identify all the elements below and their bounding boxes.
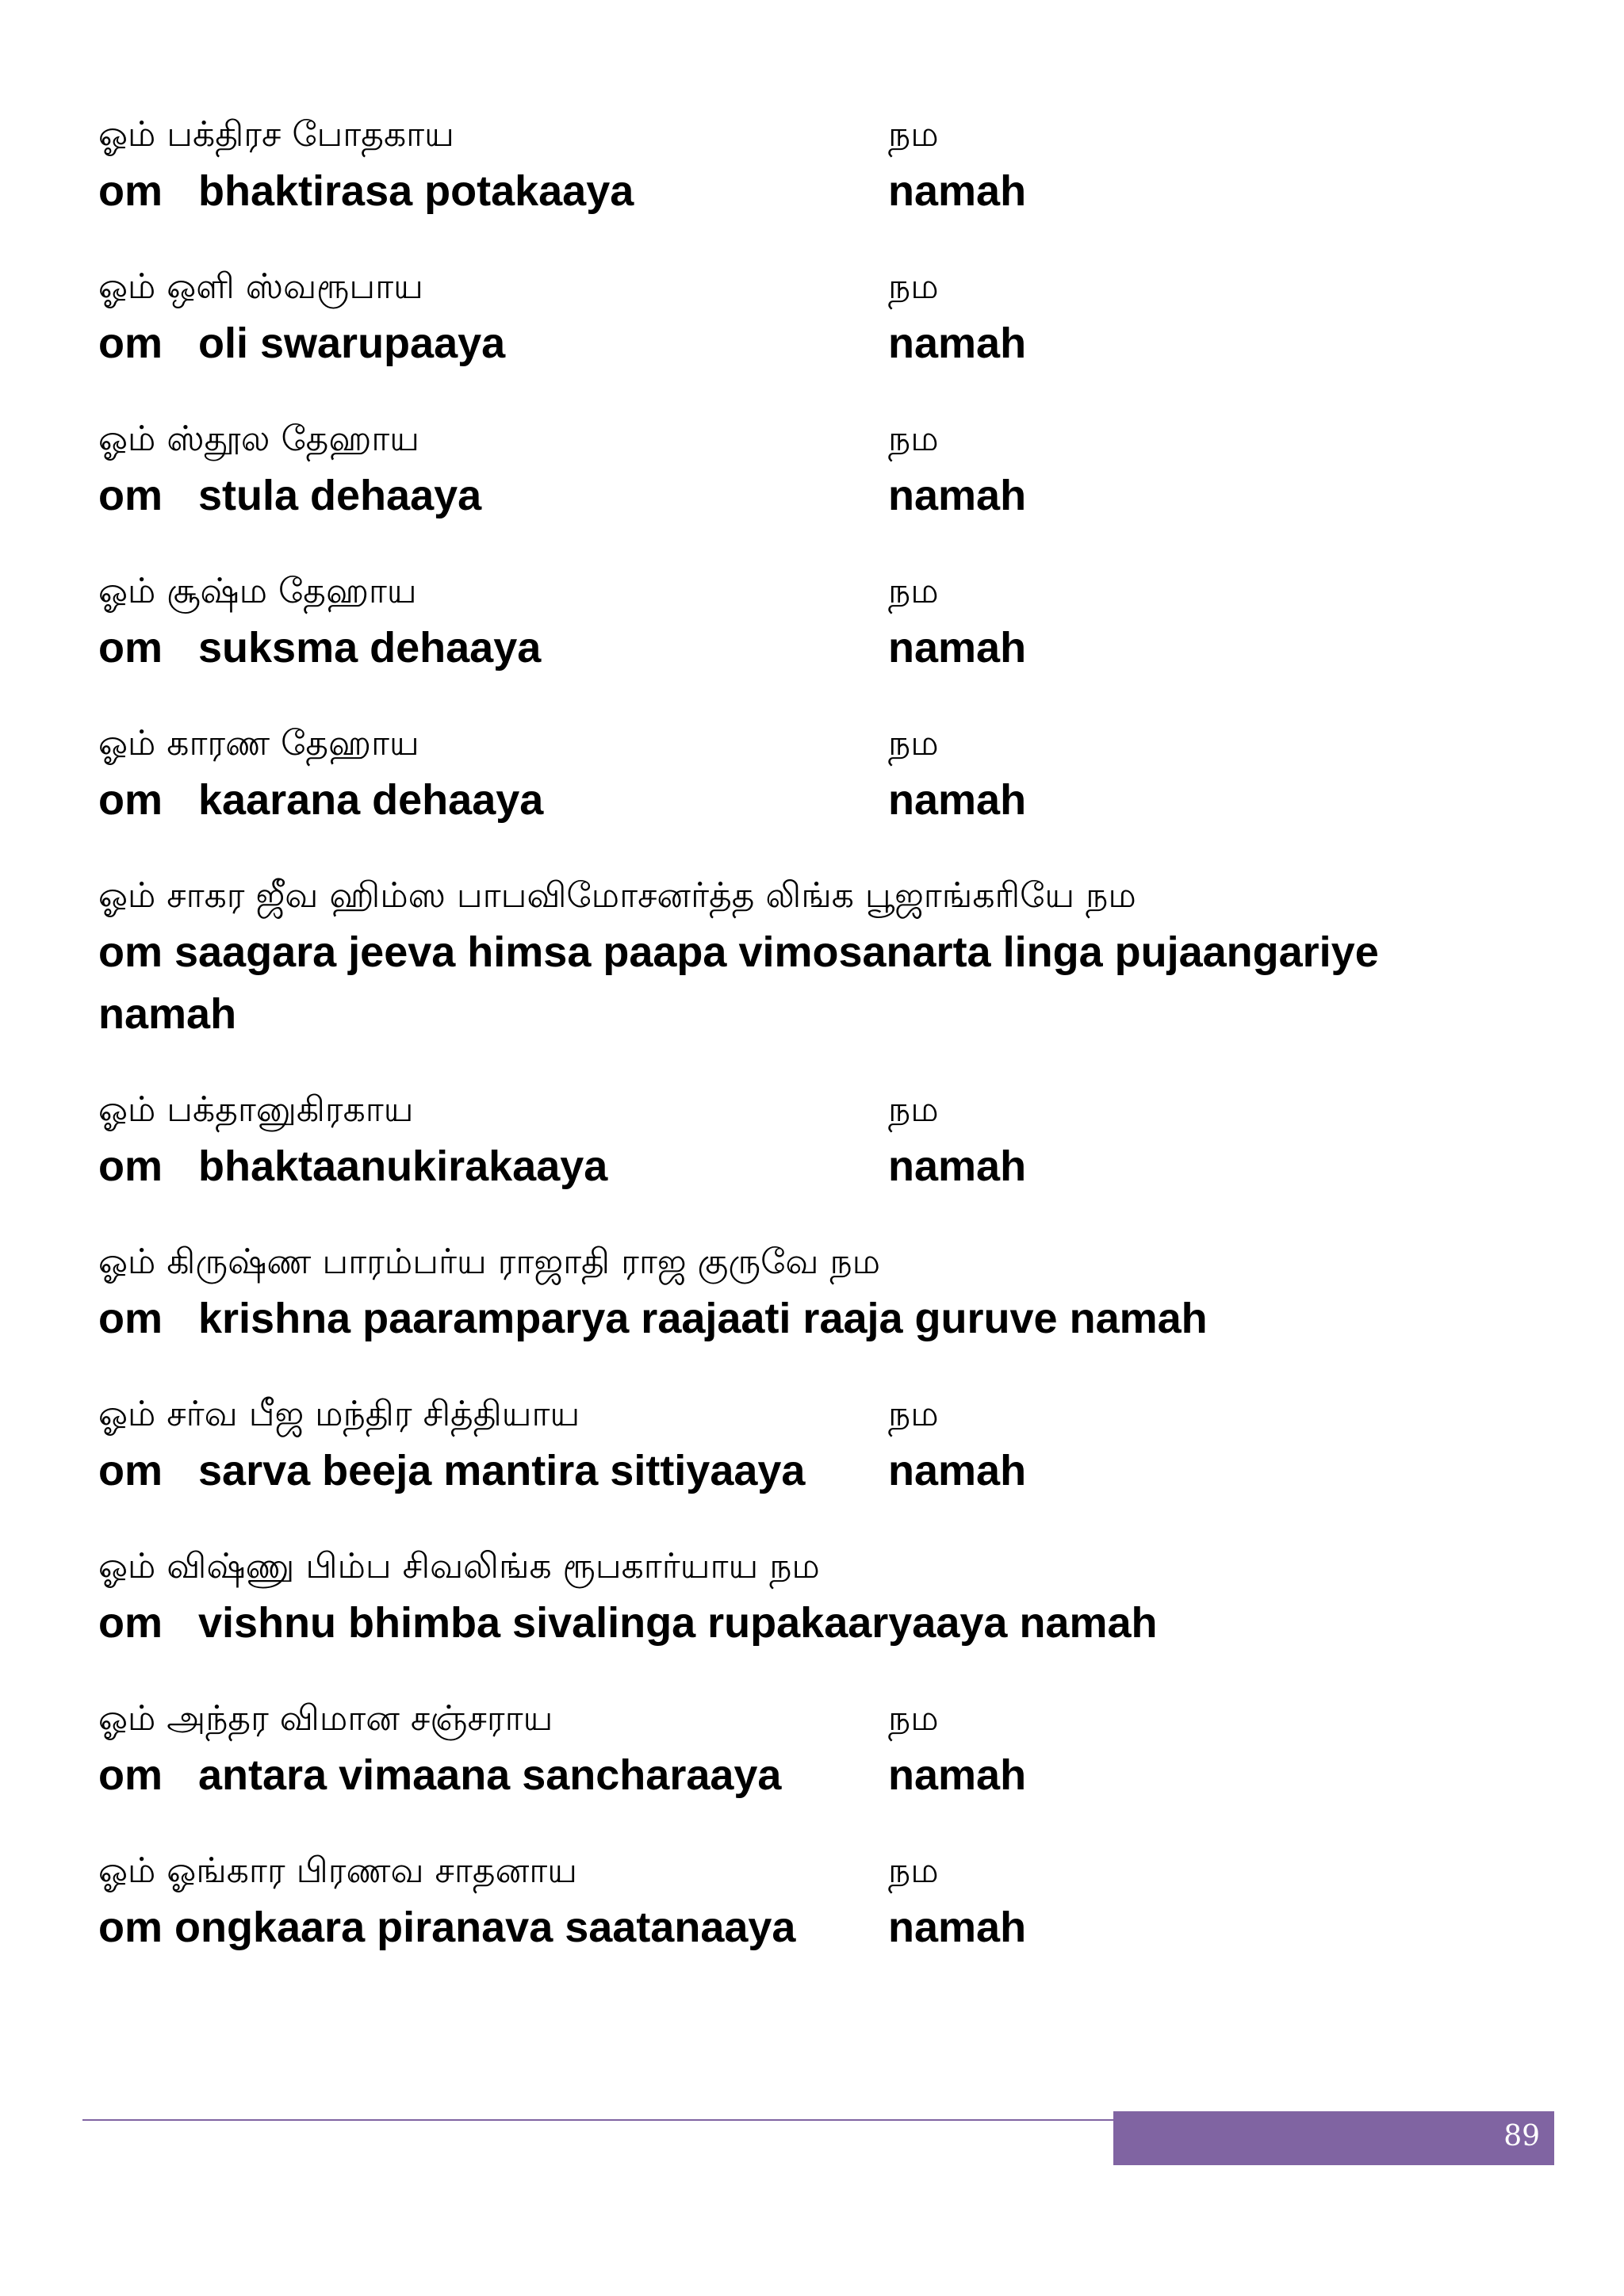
latin-line bbox=[98, 1288, 1542, 1349]
om-label: om bbox=[98, 167, 163, 215]
latin-line bbox=[98, 1744, 1542, 1806]
om-label: om bbox=[98, 1599, 163, 1647]
latin-line bbox=[98, 312, 1542, 374]
tamil-namah: நம bbox=[888, 1698, 939, 1739]
mantra-name: bhaktirasa potakaaya bbox=[198, 167, 634, 215]
latin-line bbox=[98, 465, 1542, 526]
tamil-text: ஓம் ஸ்தூல தேஹாய bbox=[98, 419, 419, 459]
tamil-text: ஓம் பக்திரச போதகாய bbox=[98, 114, 454, 155]
tamil-text: ஓம் சாகர ஜீவ ஹிம்ஸ பாபவிமோசனர்த்த லிங்க பூஜாங்கரியே நம bbox=[98, 875, 1136, 916]
namah-label: namah bbox=[888, 320, 1027, 367]
mantra-name: krishna paaramparya raajaati raaja guruve namah bbox=[198, 1295, 1208, 1342]
mantra-name: vishnu bhimba sivalinga rupakaaryaaya namah bbox=[198, 1599, 1158, 1647]
latin-line bbox=[98, 921, 1542, 1045]
tamil-text: ஓம் விஷ்ணு பிம்ப சிவலிங்க ரூபகார்யாய நம bbox=[98, 1546, 820, 1586]
mantra-entry bbox=[98, 414, 1542, 526]
mantra-entry bbox=[98, 1085, 1542, 1197]
namah-label: namah bbox=[888, 472, 1027, 519]
tamil-line bbox=[98, 1693, 1542, 1744]
tamil-text: ஓம் சூஷ்ம தேஹாய bbox=[98, 571, 417, 611]
mantra-entry bbox=[98, 109, 1542, 222]
mantra-entry bbox=[98, 871, 1542, 1045]
mantra-entry bbox=[98, 262, 1542, 374]
latin-line bbox=[98, 617, 1542, 679]
mantra-entry bbox=[98, 1693, 1542, 1806]
mantra-entry bbox=[98, 718, 1542, 831]
tamil-text: ஓம் அந்தர விமான சஞ்சராய bbox=[98, 1698, 553, 1739]
om-label: om bbox=[98, 1142, 163, 1190]
namah-label: namah bbox=[98, 990, 237, 1038]
latin-line bbox=[98, 1896, 1542, 1958]
tamil-line bbox=[98, 414, 1542, 465]
namah-label: namah bbox=[888, 1904, 1027, 1951]
tamil-text: ஓம் சர்வ பீஜ மந்திர சித்தியாய bbox=[98, 1394, 580, 1434]
tamil-namah: நம bbox=[888, 723, 939, 763]
tamil-line bbox=[98, 718, 1542, 769]
tamil-line bbox=[98, 1085, 1542, 1135]
mantra-name: kaarana dehaaya bbox=[198, 776, 544, 824]
namah-label: namah bbox=[888, 624, 1027, 672]
latin-line bbox=[98, 160, 1542, 222]
tamil-namah: நம bbox=[888, 1850, 939, 1891]
om-label: om bbox=[98, 1295, 163, 1342]
mantra-entry bbox=[98, 1237, 1542, 1349]
tamil-line bbox=[98, 262, 1542, 312]
footer-page-box bbox=[1113, 2111, 1554, 2165]
tamil-namah: நம bbox=[888, 1394, 939, 1434]
mantra-name: antara vimaana sancharaaya bbox=[198, 1751, 782, 1799]
om-label: om bbox=[98, 1447, 163, 1494]
mantra-name: suksma dehaaya bbox=[198, 624, 542, 672]
mantra-name: sarva beeja mantira sittiyaaya bbox=[198, 1447, 806, 1494]
mantra-entry bbox=[98, 1389, 1542, 1502]
tamil-line bbox=[98, 1846, 1542, 1896]
tamil-text: ஓம் ஓங்கார பிரணவ சாதனாய bbox=[98, 1850, 577, 1891]
mantra-name: bhaktaanukirakaaya bbox=[198, 1142, 608, 1190]
tamil-line bbox=[98, 1389, 1542, 1440]
latin-line bbox=[98, 1135, 1542, 1197]
namah-label: namah bbox=[888, 1751, 1027, 1799]
mantra-name: oli swarupaaya bbox=[198, 320, 506, 367]
mantra-entry bbox=[98, 1846, 1542, 1958]
namah-label: namah bbox=[888, 776, 1027, 824]
mantra-entry bbox=[98, 1541, 1542, 1654]
mantra-name: stula dehaaya bbox=[198, 472, 482, 519]
tamil-text: ஓம் கிருஷ்ண பாரம்பர்ய ராஜாதி ராஜ குருவே நம bbox=[98, 1242, 881, 1282]
om-label: om bbox=[98, 320, 163, 367]
mantra-name: om ongkaara piranava saatanaaya bbox=[98, 1904, 796, 1951]
tamil-line bbox=[98, 1237, 1542, 1288]
om-label: om bbox=[98, 776, 163, 824]
namah-label: namah bbox=[888, 1142, 1027, 1190]
tamil-text: ஓம் காரண தேஹாய bbox=[98, 723, 419, 763]
om-label: om bbox=[98, 624, 163, 672]
tamil-text: ஓம் பக்தானுகிரகாய bbox=[98, 1089, 414, 1130]
tamil-namah: நம bbox=[888, 114, 939, 155]
page-number: 89 bbox=[1503, 2120, 1540, 2152]
tamil-line bbox=[98, 109, 1542, 160]
tamil-namah: நம bbox=[888, 419, 939, 459]
om-label: om bbox=[98, 1751, 163, 1799]
tamil-namah: நம bbox=[888, 571, 939, 611]
tamil-line bbox=[98, 1541, 1542, 1592]
tamil-text: ஓம் ஒளி ஸ்வரூபாய bbox=[98, 266, 423, 307]
tamil-namah: நம bbox=[888, 266, 939, 307]
om-label: om bbox=[98, 472, 163, 519]
namah-label: namah bbox=[888, 1447, 1027, 1494]
tamil-namah: நம bbox=[888, 1089, 939, 1130]
mantra-name: om saagara jeeva himsa paapa vimosanarta linga pujaangariye bbox=[98, 928, 1379, 976]
mantra-entry bbox=[98, 566, 1542, 679]
latin-line bbox=[98, 769, 1542, 831]
tamil-line bbox=[98, 871, 1542, 921]
tamil-line bbox=[98, 566, 1542, 617]
latin-line bbox=[98, 1440, 1542, 1502]
footer-divider bbox=[82, 2119, 1113, 2121]
latin-line bbox=[98, 1592, 1542, 1654]
namah-label: namah bbox=[888, 167, 1027, 215]
